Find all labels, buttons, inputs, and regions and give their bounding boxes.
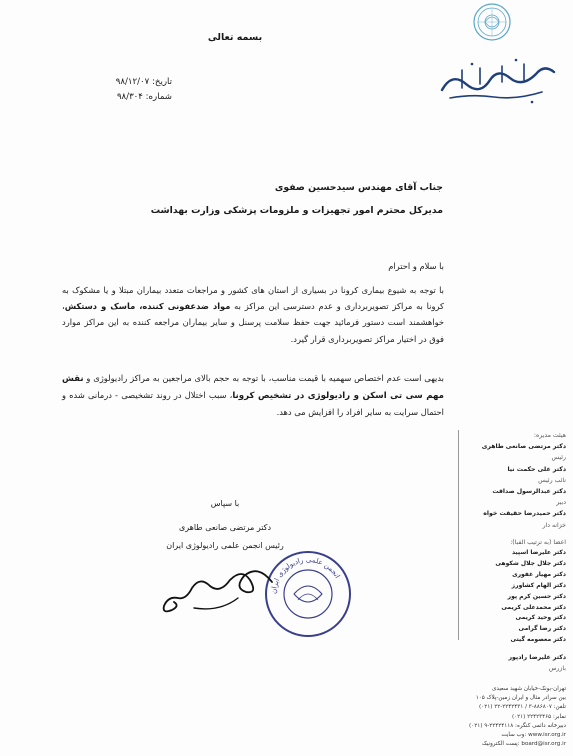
secretary-name: دکتر عبدالرسول صداقت [492, 488, 566, 496]
letter-meta [52, 75, 172, 105]
footer-email: board@isr.org.ir :پست الکترونیک [481, 741, 566, 748]
footer-fax: نمابر: ۲۲۴۲۳۴۶۵ (۰۲۱) [511, 713, 566, 720]
board-sidebar [468, 430, 566, 675]
letter-number: شماره: ۹۸/۳۰۴ [116, 92, 172, 102]
addressee-title: مدیرکل محترم امور تجهیزات و ملزومات پزشکی وزارت بهداشت [150, 205, 443, 216]
secretary-label: دبیر [556, 499, 566, 507]
treasurer-name: دکتر حمیدرضا حقیقت خواه [483, 510, 566, 518]
paragraph-1-text-a: با توجه به شیوع بیماری کرونا در بسیاری از استان های کشور و مراجعات متعدد بیماران مبتلا و یا مشکوک به کرونا به مراکز تصویربرداری و عدم دسترسی این مراکز به [62, 285, 444, 312]
member-item: دکتر الهام کشاورز [511, 581, 566, 589]
stamp-text: انجمن علمی رادیولوژی ایران [269, 555, 342, 595]
member-item: دکتر معصومه گیتی [510, 636, 566, 644]
footer-address: تهران-بونک-خیابان شهید سعیدی [492, 686, 566, 692]
signer-title: رئیس انجمن علمی رادیولوژی ایران [166, 541, 284, 550]
letter-paragraph-1 [62, 282, 444, 347]
board-label: هیئت مدیره: [533, 432, 566, 439]
inspector-name: دکتر علیرضا رادپور [508, 654, 566, 662]
inspector-label: بازرس [548, 665, 566, 673]
logotype-calligraphy [432, 50, 562, 110]
greeting: با سلام و احترام [388, 261, 444, 271]
member-item: دکتر علیرضا اسپید [511, 549, 566, 557]
organization-logotype [432, 50, 562, 110]
footer-phone: تلفن: ۸۸۶۸۰۷-۳ / ۲۲۴۲۴۳۱-۲۲ (۰۲۱) [479, 704, 566, 711]
addressee-name: جناب آقای مهندس سیدحسین صفوی [274, 182, 443, 193]
vice-president-name: دکتر علی حکمت نیا [507, 465, 566, 473]
signer-name: دکتر مرتضی صانعی طاهری [178, 523, 272, 532]
closing-regards: با سپاس [210, 499, 240, 508]
paragraph-2-text-a: بدیهی است عدم اختصاص سهمیه با قیمت مناسب، با توجه به حجم بالای مراجعین به مراکز رادیولوژی و [83, 373, 444, 383]
member-item: دکتر محمدعلی کریمی [501, 603, 566, 611]
paragraph-2-emphasis: نقش مهم سی تی اسکن و رادیولوژی در تشخیص کرونا [62, 374, 444, 402]
vice-president-label: نائب رئیس [538, 476, 566, 484]
paragraph-1-emphasis: مواد ضدعفونی کننده، ماسک و دستکش [64, 301, 231, 312]
president-name: دکتر مرتضی صانعی طاهری [481, 443, 566, 451]
member-item: دکتر وحید کریمی [515, 614, 566, 622]
contact-footer [458, 685, 566, 749]
member-item: دکتر حسین کرم پور [507, 592, 566, 600]
handwritten-signature [150, 558, 280, 618]
treasurer-label: خزانه دار [542, 521, 566, 529]
addressee-block [151, 176, 443, 222]
president-label: رئیس [551, 454, 566, 462]
letter-date: تاریخ: ۹۸/۱۲/۰۷ [115, 77, 172, 87]
member-item: دکتر رضا گرامی [518, 625, 566, 633]
footer-address-2: بین سرادر مثال و ایران زمین-پلاک ۱۰۵ [475, 695, 566, 702]
paragraph-1-text-b: ، خواهشمند است دستور فرمائید جهت حفظ سلامت پرسنل و سایر بیماران مراجعه کننده به این مراکز موارد فوق در اختیار مراکز تصویربرداری قرار گیرد. [62, 301, 444, 344]
basmala-heading: بسمه تعالی [207, 32, 263, 43]
member-item: دکتر جلال جلال شکوهی [495, 559, 566, 567]
member-item: دکتر مهیار غفوری [512, 570, 566, 578]
sidebar-divider [458, 430, 459, 640]
footer-secretariat: دبیرخانه دائمی کنگره: ۲۲۴۲۴۱۱۸-۹ (۰۲۱) [469, 722, 566, 729]
paragraph-2-text-b: ، سبب اختلال در روند تشخیصی - درمانی شده و احتمال سرایت به سایر افراد را افزایش می دهد. [62, 390, 444, 418]
closing-block [160, 495, 290, 555]
letter-paragraph-2 [62, 370, 444, 421]
members-label: اعضا (به ترتیب الفبا): [510, 538, 566, 546]
organization-emblem-icon [472, 2, 512, 42]
footer-website: www.isr.org.ir :وب سایت [501, 732, 566, 739]
